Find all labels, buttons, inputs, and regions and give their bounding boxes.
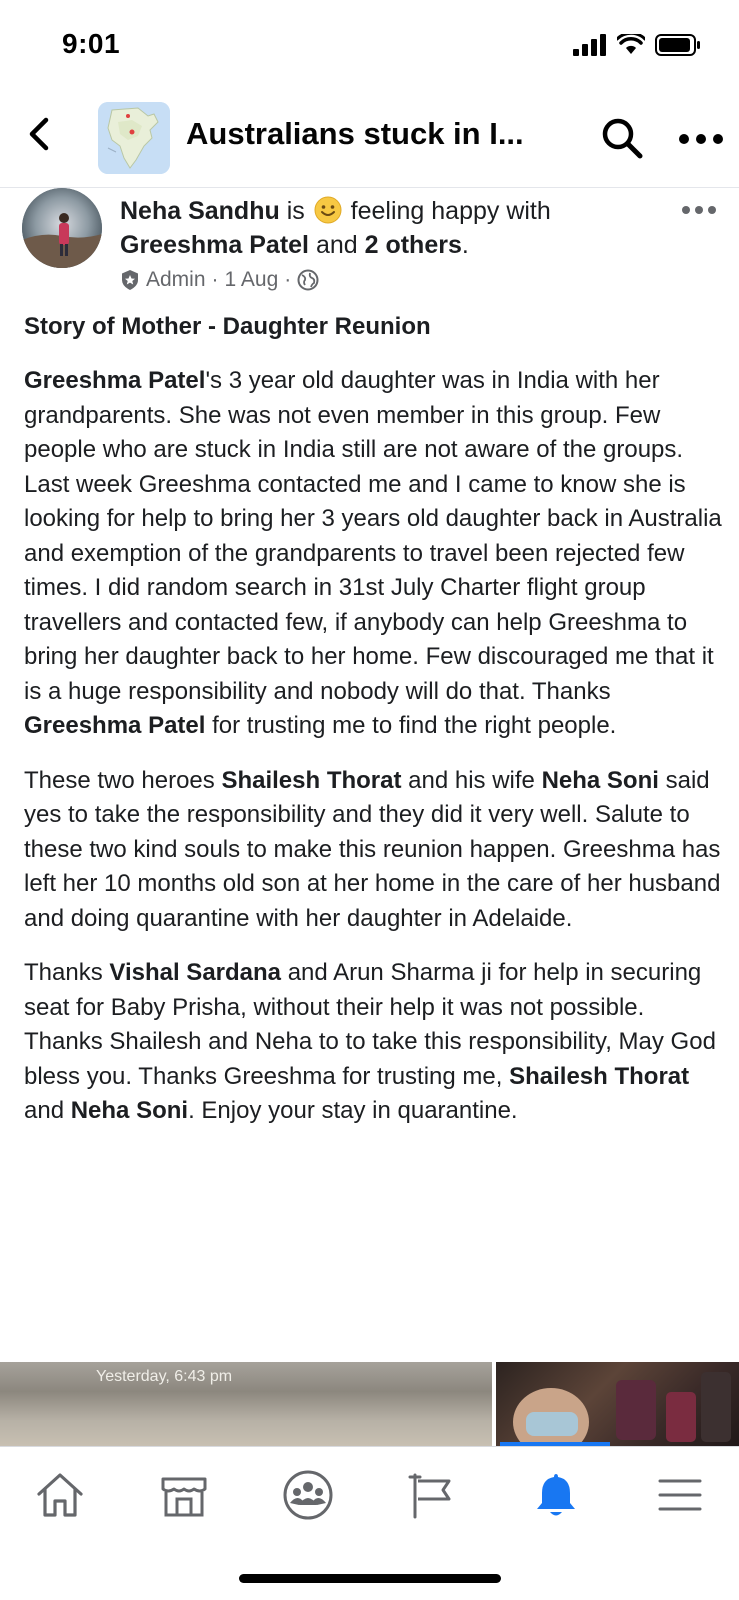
chevron-left-icon xyxy=(22,114,56,154)
mention-link[interactable]: Neha Soni xyxy=(70,1097,189,1124)
post-title: Story of Mother - Daughter Reunion xyxy=(24,313,431,340)
paragraph-text: These two heroes xyxy=(24,766,222,794)
post-photo-1[interactable] xyxy=(0,1362,492,1446)
cellular-signal-icon xyxy=(573,34,607,56)
smiley-happy-icon xyxy=(314,196,342,224)
search-icon xyxy=(600,116,644,160)
more-horizontal-icon xyxy=(678,132,724,146)
post-author-line xyxy=(120,196,551,226)
paragraph-text: 's 3 year old daughter was in India with her grandparents. She was not even member in this group. Few people who are stuck in India still are not aware of the groups. Last week Greeshma contacted me and I came to know she is looking for help to bring her 3 years old daughter back in Australia and exemption of the grandparents to travel been rejected few times. I did random search in 31st July Charter flight group travellers and contacted few, if anybody can help Greeshma to bring her daughter back to her home. Few discouraged me that it is a huge responsibility and nobody will do that. Thanks xyxy=(24,367,722,705)
back-button[interactable] xyxy=(22,114,56,154)
paragraph-text: and his wife xyxy=(401,766,542,794)
post-paragraph-2 xyxy=(24,764,724,937)
paragraph-text: said yes to take the responsibility and they did it very well. Salute to these two kind souls to make this reunion happen. Greeshma has left her 10 months old son at her home in the care of her husband and doing quarantine with her daughter in Adelaide. xyxy=(24,766,721,932)
globe-icon xyxy=(297,269,319,291)
author-name[interactable]: Neha Sandhu xyxy=(120,197,280,225)
post-photos xyxy=(0,1362,739,1446)
tab-menu[interactable] xyxy=(654,1469,706,1521)
more-horizontal-icon xyxy=(681,205,717,215)
meta-separator-2: · xyxy=(284,268,292,291)
avatar-image xyxy=(22,188,102,268)
status-time: 9:01 xyxy=(62,28,121,59)
post-options-button[interactable] xyxy=(681,202,717,212)
paragraph-text: for trusting me to find the right people. xyxy=(205,712,617,739)
mention-link[interactable]: Shailesh Thorat xyxy=(221,766,402,794)
menu-icon xyxy=(654,1469,706,1521)
tab-marketplace[interactable] xyxy=(158,1469,210,1521)
period-text: . xyxy=(461,231,469,259)
is-text: is xyxy=(279,197,312,225)
status-bar xyxy=(0,0,739,92)
post-paragraph-1 xyxy=(24,364,724,744)
pages-flag-icon xyxy=(405,1469,457,1521)
tab-notifications[interactable] xyxy=(530,1469,582,1521)
admin-badge-label: Admin xyxy=(146,268,206,291)
post-paragraph-3 xyxy=(24,956,724,1129)
group-header xyxy=(0,92,739,188)
mention-link[interactable]: Shailesh Thorat xyxy=(509,1062,690,1090)
more-options-button[interactable] xyxy=(678,132,724,146)
paragraph-text: Thanks xyxy=(24,959,110,986)
tab-pages[interactable] xyxy=(405,1469,457,1521)
admin-badge-icon xyxy=(120,269,140,291)
post-date[interactable]: 1 Aug xyxy=(224,268,279,291)
author-avatar[interactable] xyxy=(22,188,102,268)
tab-groups[interactable] xyxy=(282,1469,334,1521)
mention-link[interactable]: Vishal Sardana xyxy=(109,959,282,986)
post-tagged-line xyxy=(120,231,469,260)
meta-separator-1: · xyxy=(211,268,219,291)
photo-timestamp: Yesterday, 6:43 pm xyxy=(96,1368,233,1385)
groups-icon xyxy=(282,1469,334,1521)
paragraph-text: and xyxy=(24,1097,71,1124)
wifi-icon xyxy=(617,34,645,56)
map-thumbnail-image xyxy=(98,102,170,174)
post-photo-2[interactable] xyxy=(496,1362,739,1446)
tagged-person[interactable]: Greeshma Patel xyxy=(120,231,309,259)
mention-link[interactable]: Greeshma Patel xyxy=(24,367,206,394)
search-button[interactable] xyxy=(600,116,644,160)
marketplace-icon xyxy=(158,1469,210,1521)
home-icon xyxy=(34,1469,86,1521)
home-indicator[interactable] xyxy=(239,1574,501,1583)
post-body xyxy=(24,310,724,1129)
bottom-tab-bar xyxy=(0,1446,739,1538)
notifications-bell-icon xyxy=(530,1469,582,1521)
mention-link[interactable]: Neha Soni xyxy=(541,766,659,794)
feeling-text: feeling happy with xyxy=(343,197,551,225)
and-text: and xyxy=(309,231,365,259)
photo-2-image xyxy=(496,1362,739,1446)
post-header xyxy=(0,188,739,300)
group-title[interactable]: Australians stuck in I... xyxy=(186,116,524,151)
status-icons xyxy=(573,34,701,56)
paragraph-text: . Enjoy your stay in quarantine. xyxy=(188,1097,518,1124)
group-cover-thumbnail[interactable] xyxy=(98,102,170,174)
others-link[interactable]: 2 others xyxy=(364,231,462,259)
battery-icon xyxy=(655,34,701,56)
paragraph-text: and Arun Sharma ji for help in securing seat for Baby Prisha, without their help it was not possible. Thanks Shailesh and Neha to to take this responsibility, May God bless you. Thanks Greeshma for trusting me, xyxy=(24,959,716,1090)
tab-home[interactable] xyxy=(34,1469,86,1521)
mention-link[interactable]: Greeshma Patel xyxy=(24,712,206,739)
post-meta xyxy=(120,268,319,292)
